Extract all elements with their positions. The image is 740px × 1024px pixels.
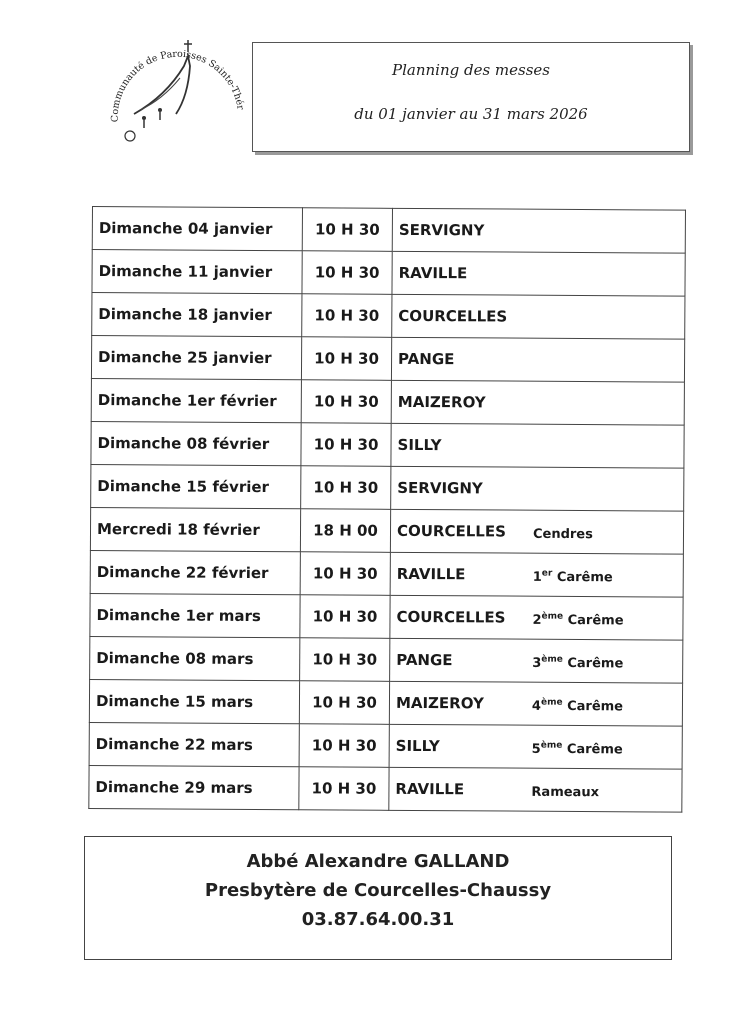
note-ordinal: ème bbox=[540, 740, 563, 751]
mass-time: 18 H 00 bbox=[300, 509, 390, 553]
mass-day: Dimanche 22 février bbox=[90, 550, 300, 594]
liturgical-note bbox=[532, 697, 623, 714]
priest-name: Abbé Alexandre GALLAND bbox=[246, 851, 510, 872]
note-number: 2 bbox=[532, 612, 542, 628]
mass-day: Dimanche 04 janvier bbox=[92, 207, 302, 251]
page-title: Planning des messes bbox=[392, 61, 550, 79]
presbytery-address: Presbytère de Courcelles-Chaussy bbox=[204, 880, 552, 901]
mass-place: COURCELLES bbox=[398, 306, 508, 326]
note-text: Carême bbox=[552, 569, 613, 586]
mass-day: Dimanche 18 janvier bbox=[92, 293, 302, 337]
note-number: 3 bbox=[532, 655, 542, 671]
mass-place: MAIZEROY bbox=[395, 693, 484, 713]
mass-place-cell bbox=[390, 552, 683, 597]
mass-time: 10 H 30 bbox=[302, 208, 392, 252]
mass-day: Dimanche 15 février bbox=[91, 464, 301, 508]
mass-place-cell bbox=[389, 724, 682, 769]
mass-time: 10 H 30 bbox=[300, 638, 390, 682]
note-text: Carême bbox=[563, 613, 624, 629]
table-row bbox=[91, 378, 684, 425]
logo-ring-text: Communauté de Paroisses Sainte-Thér bbox=[109, 48, 246, 123]
note-ordinal: ème bbox=[540, 697, 563, 708]
mass-day: Dimanche 1er février bbox=[91, 378, 301, 422]
mass-place-cell bbox=[391, 423, 684, 468]
table-row bbox=[90, 507, 683, 554]
table-row bbox=[91, 464, 684, 511]
church-hill-icon bbox=[96, 26, 256, 154]
mass-place-cell bbox=[390, 638, 683, 683]
mass-day: Dimanche 22 mars bbox=[89, 722, 299, 766]
mass-time: 10 H 30 bbox=[301, 337, 391, 381]
mass-day: Dimanche 1er mars bbox=[90, 593, 300, 637]
mass-place-cell bbox=[389, 681, 682, 726]
mass-place-cell bbox=[392, 208, 685, 253]
mass-place-cell bbox=[389, 767, 682, 812]
table-row bbox=[89, 765, 682, 812]
note-number: 4 bbox=[531, 698, 542, 714]
note-text: Rameaux bbox=[531, 784, 600, 801]
mass-time: 10 H 30 bbox=[302, 294, 392, 338]
note-ordinal: er bbox=[541, 568, 553, 579]
table-row bbox=[89, 679, 682, 726]
mass-day: Dimanche 11 janvier bbox=[92, 250, 302, 294]
table-row bbox=[92, 207, 685, 254]
mass-place-cell bbox=[390, 509, 683, 554]
liturgical-note bbox=[533, 568, 613, 585]
mass-day: Mercredi 18 février bbox=[90, 507, 300, 551]
note-text: Cendres bbox=[532, 526, 593, 543]
table-row bbox=[91, 336, 684, 383]
mass-time: 10 H 30 bbox=[299, 767, 389, 811]
mass-place-cell bbox=[392, 251, 685, 296]
mass-place: PANGE bbox=[398, 349, 455, 369]
mass-time: 10 H 30 bbox=[302, 251, 392, 295]
note-text: Carême bbox=[562, 699, 624, 715]
svg-text:Communauté de Paroisses Sainte bbox=[96, 26, 246, 122]
mass-time: 10 H 30 bbox=[300, 552, 390, 596]
mass-day: Dimanche 15 mars bbox=[89, 679, 299, 723]
mass-day: Dimanche 29 mars bbox=[89, 765, 299, 809]
mass-place: MAIZEROY bbox=[397, 392, 486, 412]
note-ordinal: ème bbox=[541, 611, 564, 622]
note-number: 5 bbox=[531, 741, 541, 757]
mass-place: RAVILLE bbox=[395, 779, 465, 799]
contact-box bbox=[84, 836, 672, 960]
mass-time: 10 H 30 bbox=[299, 724, 389, 768]
mass-time: 10 H 30 bbox=[299, 681, 389, 725]
note-text: Carême bbox=[562, 742, 623, 758]
note-ordinal: ème bbox=[541, 654, 563, 665]
liturgical-note bbox=[532, 611, 623, 628]
mass-place: RAVILLE bbox=[396, 564, 466, 584]
phone-number: 03.87.64.00.31 bbox=[301, 909, 455, 930]
mass-place-cell bbox=[391, 466, 684, 511]
table-row bbox=[90, 550, 683, 597]
table-row bbox=[90, 636, 683, 683]
table-row bbox=[92, 250, 685, 297]
mass-place: PANGE bbox=[396, 650, 453, 670]
liturgical-note bbox=[532, 654, 623, 671]
mass-place: SILLY bbox=[397, 435, 442, 455]
mass-day: Dimanche 08 février bbox=[91, 421, 301, 465]
mass-place-cell bbox=[391, 337, 684, 382]
mass-schedule-table bbox=[88, 206, 686, 813]
liturgical-note bbox=[531, 783, 599, 800]
mass-place: COURCELLES bbox=[396, 521, 506, 541]
parish-logo bbox=[96, 26, 256, 154]
mass-day: Dimanche 08 mars bbox=[90, 636, 300, 680]
table-row bbox=[91, 421, 684, 468]
note-number: 1 bbox=[532, 569, 542, 585]
note-text: Carême bbox=[562, 656, 624, 672]
mass-day: Dimanche 25 janvier bbox=[91, 336, 301, 380]
page-period: du 01 janvier au 31 mars 2026 bbox=[354, 105, 588, 123]
mass-time: 10 H 30 bbox=[300, 595, 390, 639]
title-box bbox=[252, 42, 690, 152]
mass-time: 10 H 30 bbox=[301, 423, 391, 467]
liturgical-note bbox=[533, 525, 593, 542]
mass-place-cell bbox=[390, 595, 683, 640]
mass-place-cell bbox=[391, 380, 684, 425]
mass-place-cell bbox=[392, 294, 685, 339]
liturgical-note bbox=[532, 740, 623, 757]
mass-time: 10 H 30 bbox=[301, 466, 391, 510]
mass-place: SILLY bbox=[395, 736, 440, 756]
mass-place: COURCELLES bbox=[396, 607, 506, 627]
table-row bbox=[90, 593, 683, 640]
mass-place: SERVIGNY bbox=[398, 220, 485, 240]
table-row bbox=[92, 293, 685, 340]
mass-place: RAVILLE bbox=[398, 263, 468, 283]
mass-time: 10 H 30 bbox=[301, 380, 391, 424]
mass-place: SERVIGNY bbox=[397, 478, 483, 498]
table-row bbox=[89, 722, 682, 769]
